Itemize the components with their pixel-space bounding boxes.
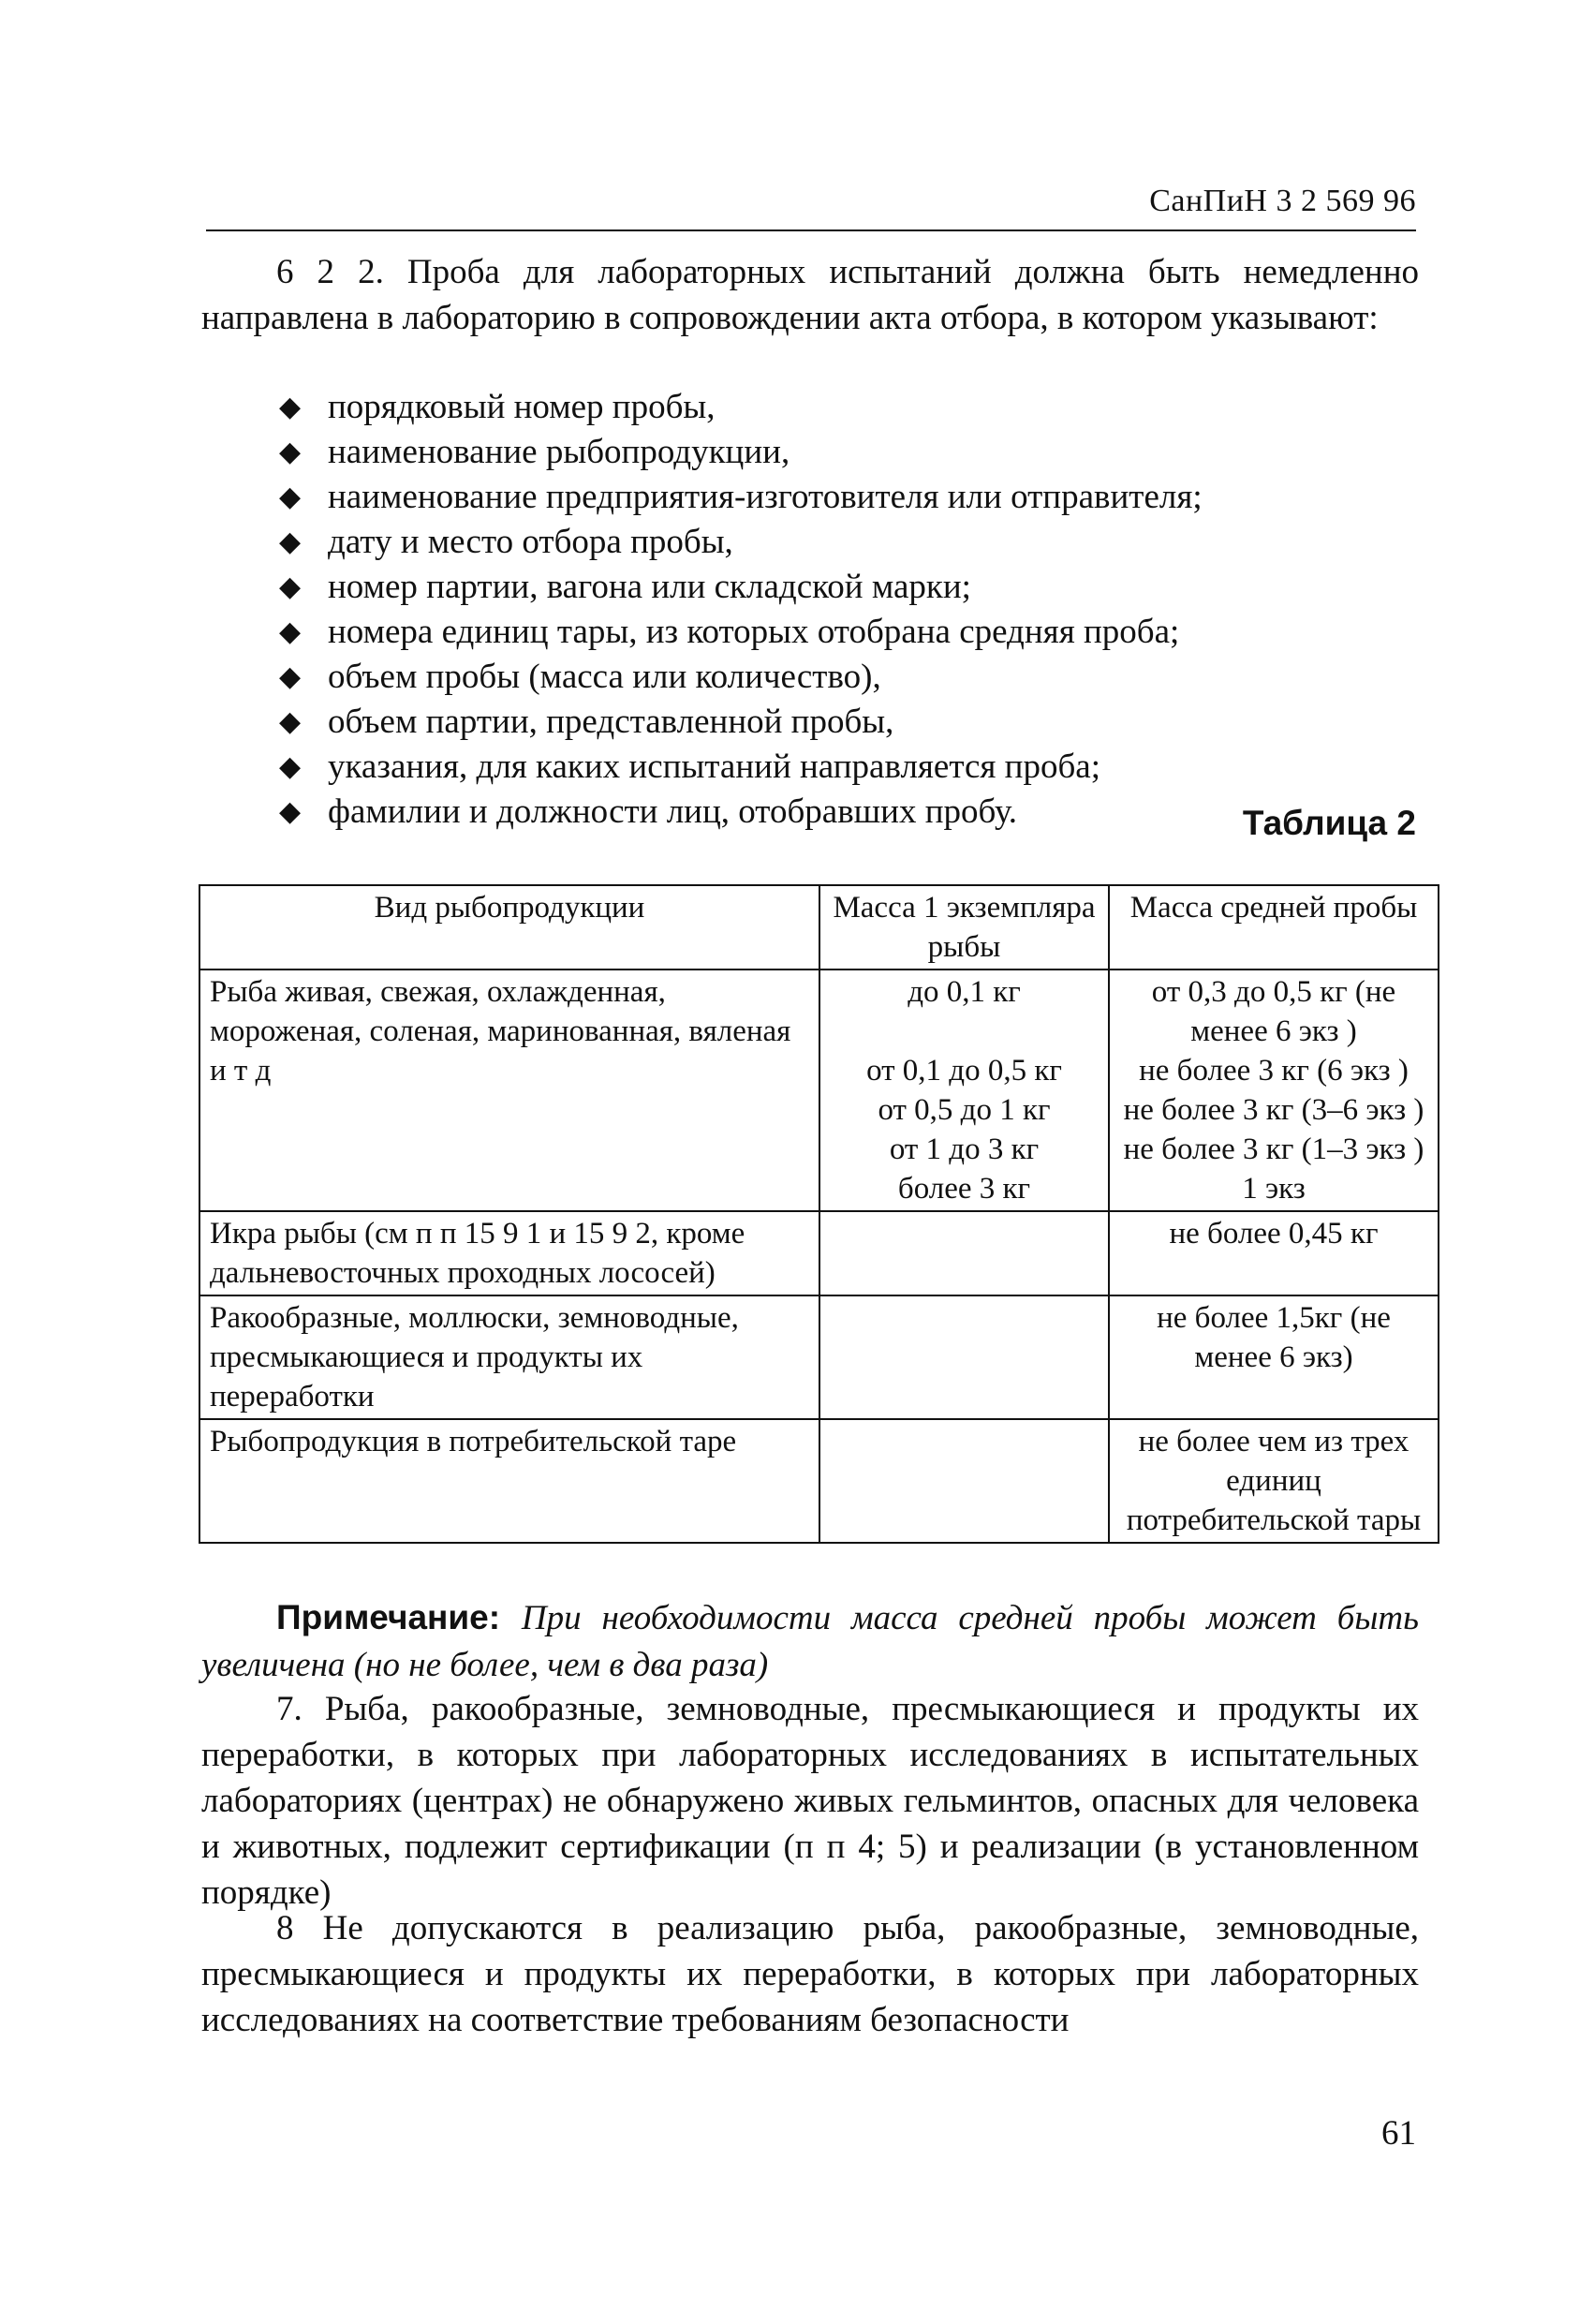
page-number: 61 bbox=[1381, 2114, 1416, 2153]
note-text: При необходимости масса средней пробы может быть увеличена (но не более, чем в два раза) bbox=[201, 1599, 1419, 1684]
list-item: ◆ объем пробы (масса или количество), bbox=[279, 655, 1422, 700]
header-divider bbox=[206, 229, 1416, 231]
diamond-bullet-icon: ◆ bbox=[279, 796, 302, 827]
single-mass-cell bbox=[819, 1295, 1109, 1419]
table-title: Таблица 2 bbox=[1242, 804, 1416, 842]
diamond-bullet-icon: ◆ bbox=[279, 437, 302, 467]
list-item: ◆ номер партии, вагона или складской марки; bbox=[279, 565, 1422, 610]
column-header-product: Вид рыбопродукции bbox=[199, 885, 819, 970]
list-item: ◆ объем партии, представленной пробы, bbox=[279, 700, 1422, 745]
list-item: ◆ порядковый номер пробы, bbox=[279, 385, 1422, 430]
table-row bbox=[199, 1211, 1439, 1295]
column-header-sample-mass: Масса средней пробы bbox=[1109, 885, 1439, 970]
table-note: Примечание: При необходимости масса средней пробы может быть увеличена (но не более, чем в два раза) bbox=[201, 1598, 1419, 1684]
sample-mass-cell: не более 1,5кг (не менее 6 экз) bbox=[1109, 1295, 1439, 1419]
table-row bbox=[199, 1419, 1439, 1543]
list-item: ◆ дату и место отбора пробы, bbox=[279, 520, 1422, 565]
single-mass-cell bbox=[819, 1211, 1109, 1295]
product-cell: Рыбопродукция в потребительской таре bbox=[199, 1419, 819, 1543]
sample-mass-cell: от 0,3 до 0,5 кг (не менее 6 экз ) не более 3 кг (6 экз ) не более 3 кг (3–6 экз ) не более 3 кг (1–3 экз ) 1 экз bbox=[1109, 970, 1439, 1211]
list-item: ◆ указания, для каких испытаний направляется проба; bbox=[279, 745, 1422, 790]
diamond-bullet-icon: ◆ bbox=[279, 526, 302, 557]
list-item: ◆ номера единиц тары, из которых отобрана средняя проба; bbox=[279, 610, 1422, 655]
list-item: ◆ наименование предприятия-изготовителя или отправителя; bbox=[279, 475, 1422, 520]
product-cell: Рыба живая, свежая, охлажденная, мороженая, соленая, маринованная, вяленая и т д bbox=[199, 970, 819, 1211]
paragraph-8: 8 Не допускаются в реализацию рыба, ракообразные, земноводные, пресмыкающиеся и продукты их переработки, в которых при лабораторных исследованиях на соответствие требованиям безопасности bbox=[201, 1909, 1419, 2039]
single-mass-cell: до 0,1 кг от 0,1 до 0,5 кг от 0,5 до 1 кг от 1 до 3 кг более 3 кг bbox=[819, 970, 1109, 1211]
sample-mass-cell: не более 0,45 кг bbox=[1109, 1211, 1439, 1295]
diamond-bullet-icon: ◆ bbox=[279, 751, 302, 782]
sample-mass-cell: не более чем из трех единиц потребительской тары bbox=[1109, 1419, 1439, 1543]
paragraph-6-2-2: 6 2 2. Проба для лабораторных испытаний должна быть немедленно направлена в лабораторию в сопровождении акта отбора, в котором указывают: bbox=[201, 253, 1419, 337]
list-item: ◆ фамилии и должности лиц, отобравших пробу. bbox=[279, 790, 1422, 835]
column-header-single-mass: Масса 1 экземпляра рыбы bbox=[819, 885, 1109, 970]
diamond-bullet-icon: ◆ bbox=[279, 706, 302, 737]
list-item: ◆ наименование рыбопродукции, bbox=[279, 430, 1422, 475]
act-contents-list bbox=[279, 385, 1422, 835]
diamond-bullet-icon: ◆ bbox=[279, 616, 302, 647]
paragraph-7: 7. Рыба, ракообразные, земноводные, пресмыкающиеся и продукты их переработки, в которых при лабораторных исследованиях в испытательных лабораториях (центрах) не обнаружено живых гельминтов, опасных для человека и животных, подлежит сертификации (п п 4; 5) и реализации (в установленном порядке) bbox=[201, 1690, 1419, 1912]
diamond-bullet-icon: ◆ bbox=[279, 571, 302, 602]
diamond-bullet-icon: ◆ bbox=[279, 481, 302, 512]
diamond-bullet-icon: ◆ bbox=[279, 392, 302, 422]
product-cell: Ракообразные, моллюски, земноводные, пресмыкающиеся и продукты их переработки bbox=[199, 1295, 819, 1419]
product-cell: Икра рыбы (см п п 15 9 1 и 15 9 2, кроме дальневосточных проходных лососей) bbox=[199, 1211, 819, 1295]
table-header-row bbox=[199, 885, 1439, 970]
document-code-header: СанПиН 3 2 569 96 bbox=[1149, 184, 1416, 218]
table-row bbox=[199, 1295, 1439, 1419]
note-label: Примечание bbox=[276, 1598, 489, 1636]
single-mass-cell bbox=[819, 1419, 1109, 1543]
diamond-bullet-icon: ◆ bbox=[279, 661, 302, 692]
table-row bbox=[199, 970, 1439, 1211]
sample-mass-table bbox=[199, 884, 1439, 1544]
